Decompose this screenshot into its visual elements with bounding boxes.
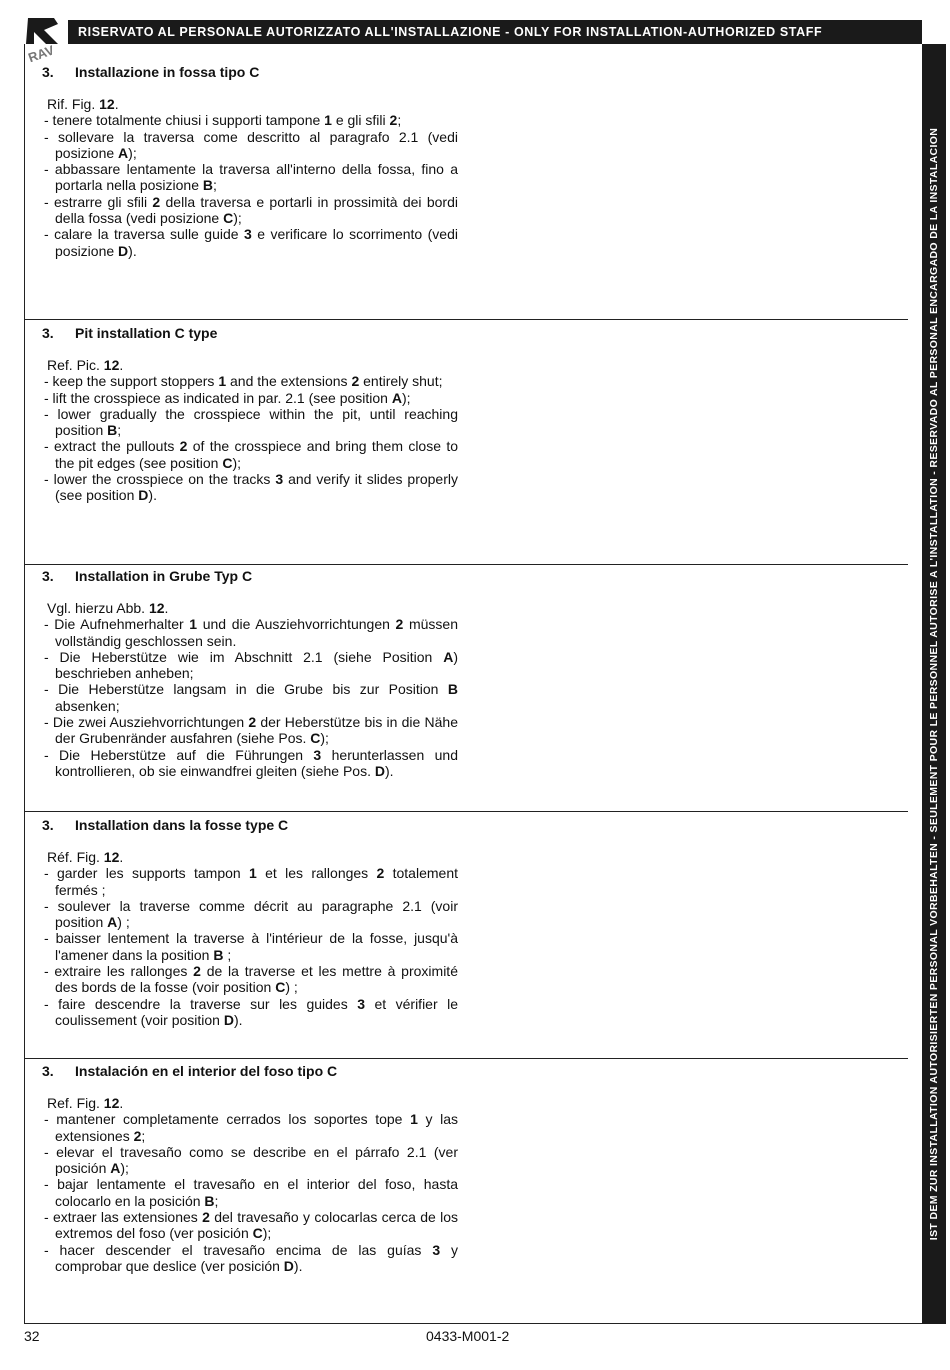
instruction-item: - extraire les rallonges 2 de la traverse et les mettre à proximité des bords de la fosse (voir position C) ; (44, 963, 458, 996)
instruction-item: - tenere totalmente chiusi i supporti tampone 1 e gli sfili 2; (44, 112, 402, 129)
instruction-item: - extract the pullouts 2 of the crosspiece and bring them close to the pit edges (see position C); (44, 438, 458, 471)
instruction-item: - estrarre gli sfili 2 della traversa e portarli in prossimità dei bordi della fossa (vedi posizione C); (44, 193, 458, 227)
section-body (44, 1095, 458, 1274)
side-banner (922, 44, 946, 1324)
section-body (44, 96, 458, 259)
instruction-item: - garder les supports tampon 1 et les rallonges 2 totalement fermés ; (44, 865, 458, 898)
section-title (42, 1063, 337, 1079)
section-number: 3. (42, 817, 54, 833)
section-divider (24, 1058, 908, 1059)
logo-text: RAV (26, 42, 57, 62)
section-title (42, 817, 288, 833)
header-banner (68, 20, 922, 44)
instruction-item: - hacer descender el travesaño encima de las guías 3 y comprobar que deslice (ver posición D). (44, 1241, 459, 1274)
bottom-border (24, 1323, 922, 1324)
instruction-item: - faire descendre la traverse sur les guides 3 et vérifier le coulissement (voir position D). (44, 995, 459, 1028)
figure-reference: Ref. Fig. 12. (47, 1095, 124, 1111)
section-number: 3. (42, 1063, 54, 1079)
instruction-item: - extraer las extensiones 2 del travesaño y colocarlas cerca de los extremos del foso (ver posición C); (44, 1209, 459, 1242)
document-code: 0433-M001-2 (426, 1328, 510, 1344)
instruction-item: - mantener completamente cerrados los soportes tope 1 y las extensiones 2; (44, 1111, 459, 1144)
section-number: 3. (42, 325, 54, 341)
instruction-item: - soulever la traverse comme décrit au paragraphe 2.1 (voir position A) ; (44, 897, 458, 931)
section-body (44, 849, 458, 1028)
figure-reference: Ref. Pic. 12. (47, 357, 124, 373)
section-divider (24, 564, 908, 565)
section-divider (24, 811, 908, 812)
figure-reference: Vgl. hierzu Abb. 12. (47, 600, 169, 616)
instruction-item: - Die Aufnehmerhalter 1 und die Ausziehvorrichtungen 2 müssen vollständig geschlossen sein. (44, 616, 458, 649)
instruction-item: - Die Heberstütze auf die Führungen 3 herunterlassen und kontrollieren, ob sie einwandfrei gleiten (siehe Pos. D). (44, 746, 458, 779)
figure-reference: Réf. Fig. 12. (47, 849, 124, 865)
header-text: RISERVATO AL PERSONALE AUTORIZZATO ALL'INSTALLAZIONE - ONLY FOR INSTALLATION-AUTHORIZED STAFF (78, 25, 823, 39)
instruction-item: - calare la traversa sulle guide 3 e verificare lo scorrimento (vedi posizione D). (44, 226, 458, 259)
instruction-item: - bajar lentamente el travesaño en el interior del foso, hasta colocarlo en la posición B; (44, 1176, 458, 1209)
section-body (44, 357, 458, 504)
section-title-text: Installation dans la fosse type C (75, 817, 289, 833)
instruction-item: - lift the crosspiece as indicated in par. 2.1 (see position A); (44, 389, 411, 406)
left-border (24, 44, 25, 1324)
section-divider (24, 319, 908, 320)
page-number: 32 (24, 1328, 40, 1344)
section-body (44, 600, 458, 779)
section-title-text: Pit installation C type (75, 325, 218, 341)
section-title-text: Installazione in fossa tipo C (75, 64, 260, 80)
instruction-item: - Die zwei Ausziehvorrichtungen 2 der Heberstütze bis in die Nähe der Grubenränder ausfahren (siehe Pos. C); (44, 714, 458, 747)
instruction-item: - Die Heberstütze langsam in die Grube bis zur Position B absenken; (44, 681, 458, 714)
instruction-item: - elevar el travesaño como se describe en el párrafo 2.1 (ver posición A); (44, 1143, 458, 1177)
instruction-list (44, 112, 458, 259)
company-logo (24, 14, 64, 62)
section-number: 3. (42, 568, 54, 584)
instruction-item: - keep the support stoppers 1 and the extensions 2 entirely shut; (44, 373, 443, 390)
instruction-list (44, 616, 458, 779)
instruction-item: - abbassare lentamente la traversa all'interno della fossa, fino a portarla nella posizione B; (44, 161, 458, 194)
section-title-text: Installation in Grube Typ C (75, 568, 253, 584)
side-banner-text: IST DEM ZUR INSTALLATION AUTORISIERTEN PERSONAL VORBEHALTEN - SEULEMENT POUR LE PERSONNEL AUTORISE A L'INSTALLATION - RESERVADO AL PERSONAL ENCARGADO DE LA INSTALACION (928, 127, 940, 1241)
section-number: 3. (42, 64, 54, 80)
instruction-item: - lower the crosspiece on the tracks 3 and verify it slides properly (see position D). (44, 471, 458, 504)
instruction-list (44, 373, 458, 503)
section-title (42, 64, 259, 80)
instruction-item: - baisser lentement la traverse à l'intérieur de la fosse, jusqu'à l'amener dans la position B ; (44, 930, 458, 963)
instruction-item: - Die Heberstütze wie im Abschnitt 2.1 (siehe Position A) beschrieben anheben; (44, 648, 458, 682)
instruction-item: - sollevare la traversa come descritto al paragrafo 2.1 (vedi posizione A); (44, 128, 458, 161)
section-title (42, 325, 217, 341)
instruction-list (44, 1111, 458, 1274)
figure-reference: Rif. Fig. 12. (47, 96, 119, 112)
section-title-text: Instalación en el interior del foso tipo C (75, 1063, 338, 1079)
instruction-item: - lower gradually the crosspiece within the pit, until reaching position B; (44, 405, 458, 439)
section-title (42, 568, 252, 584)
instruction-list (44, 865, 458, 1028)
